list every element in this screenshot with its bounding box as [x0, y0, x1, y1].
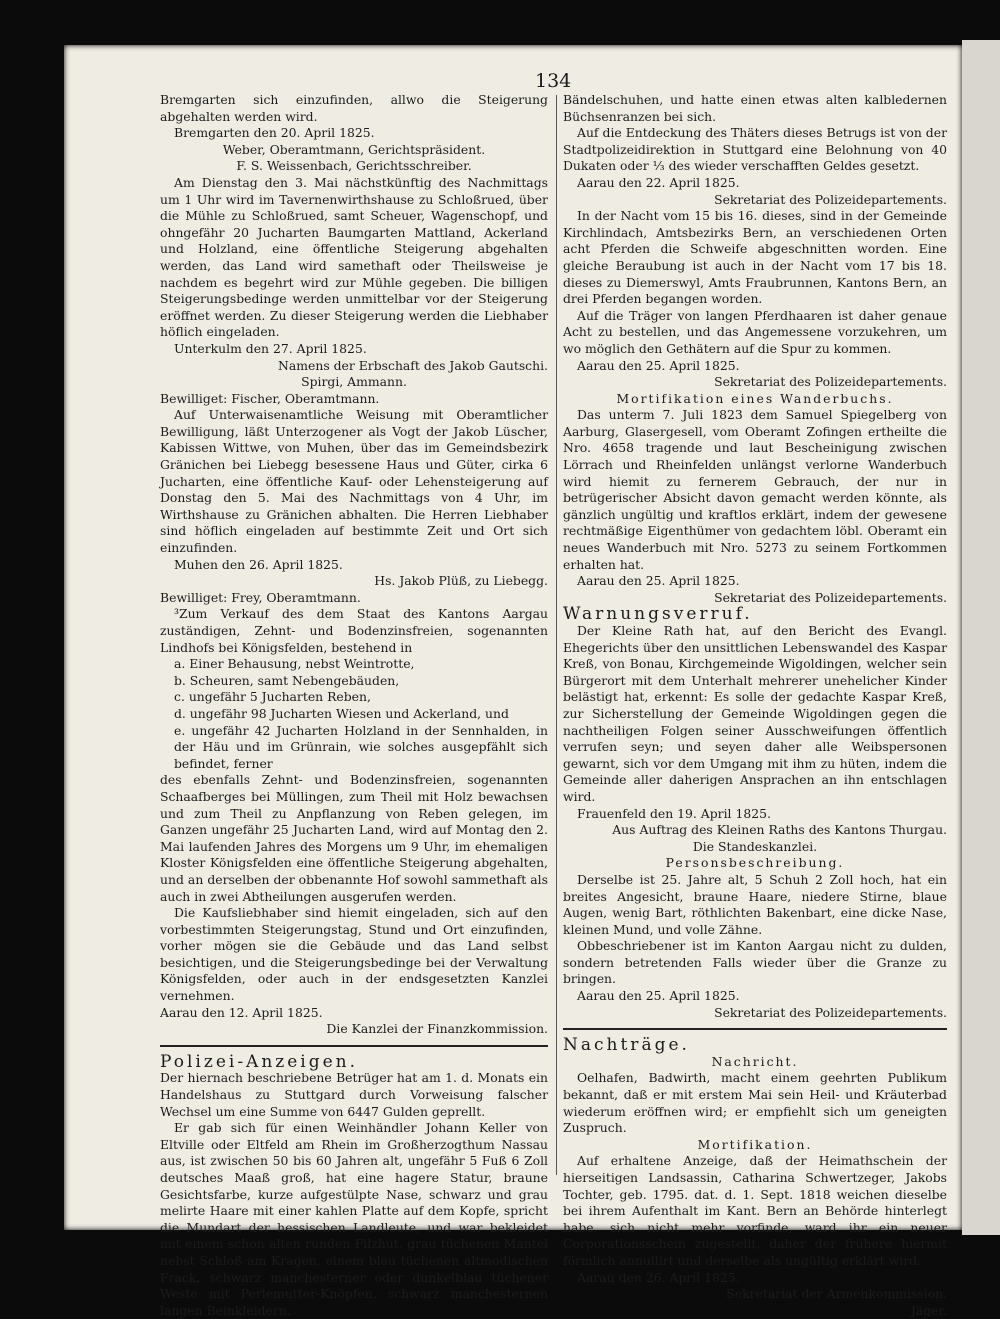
text-paragraph: Warnungsverruf. [563, 604, 753, 625]
text-paragraph: Hs. Jakob Plüß, zu Liebegg. [374, 573, 548, 589]
column-divider [556, 95, 557, 1175]
text-paragraph: Personsbeschreibung. [665, 855, 845, 871]
text-paragraph: Die Kaufsliebhaber sind hiemit eingeladen, sich auf den vorbestimmten Steigerungstag, Stund und Ort einzufinden, vorher mögen sie die Gebäude und das Land selbst besichtigen, und die Steigerungsbedinge bei der Verwaltung Königsfelden, oder auch in der endsgesetzten Kanzlei vernehmen. [160, 905, 548, 1004]
text-paragraph: Obbeschriebener ist im Kanton Aargau nicht zu dulden, sondern betretenden Falls wieder über die Granze zu bringen. [563, 938, 947, 987]
text-paragraph: Unterkulm den 27. April 1825. [174, 340, 367, 356]
text-paragraph: Derselbe ist 25. Jahre alt, 5 Schuh 2 Zoll hoch, hat ein breites Angesicht, braune Haare, niedere Stirne, blaue Augen, wenig Bart, röthlichten Bakenbart, eine dicke Nase, kleinen Mund, und volle Zähne. [563, 871, 947, 937]
text-paragraph: Der Kleine Rath hat, auf den Bericht des Evangl. Ehegerichts über den unsittlichen Lebenswandel des Kaspar Kreß, von Bonau, Kirchgemeinde Wigoldingen, welcher sein Bürgerort mit dem Unterhalt mehrerer unehelicher Kinder belästigt hat, erkennt: Es solle der gedachte Kaspar Kreß, zur Sicherstellung der Gemeinde Wigoldingen gegen die nachtheiligen Folgen seiner Ausschweifungen öffentlich verrufen seyn; und seyen daher alle Weibspersonen gewarnt, sich vor dem Umgang mit ihm zu hüten, indem die Gemeinde aller daherigen Ansprachen an ihn entschlagen wird. [563, 623, 947, 804]
text-paragraph: des ebenfalls Zehnt- und Bodenzinsfreien, sogenannten Schaafberges bei Müllingen, zum Theil mit Holz bewachsen und zum Theil zu Anpflanzung von Reben gelegen, im Ganzen ungefähr 25 Jucharten Land, wird auf Montag den 2. Mai laufenden Jahres des Morgens um 9 Uhr, im ehemaligen Kloster Königsfelden eine öffentliche Steigerung abgehalten, und an derselben der obbenannte Hof sowohl sammethaft als auch in zwei Abtheilungen ausgerufen werden. [160, 772, 548, 904]
text-paragraph: Bremgarten den 20. April 1825. [174, 125, 375, 141]
text-paragraph: Spirgi, Ammann. [301, 374, 407, 390]
page-number: 134 [535, 70, 572, 92]
left-police-notices [160, 1070, 548, 1319]
text-paragraph: Der hiernach beschriebene Betrüger hat am 1. d. Monats ein Handelshaus zu Stuttgard durch Vorweisung falscher Wechsel um eine Summe von 6447 Gulden geprellt. [160, 1070, 548, 1119]
text-paragraph: Die Standeskanzlei. [692, 838, 818, 854]
text-paragraph: d. ungefähr 98 Jucharten Wiesen und Ackerland, und [174, 705, 509, 721]
text-paragraph: Die Kanzlei der Finanzkommission. [326, 1021, 548, 1037]
text-paragraph: b. Scheuren, samt Nebengebäuden, [174, 672, 400, 688]
text-paragraph: Aus Auftrag des Kleinen Raths des Kantons Thurgau. [612, 822, 947, 838]
text-paragraph: Frauenfeld den 19. April 1825. [577, 805, 771, 821]
text-paragraph: Sekretariat des Polizeidepartements. [714, 191, 947, 207]
text-paragraph: Aarau den 25. April 1825. [577, 988, 740, 1004]
text-paragraph: Auf Unterwaisenamtliche Weisung mit Oberamtlicher Bewilligung, läßt Unterzogener als Vogt der Jakob Lüscher, Kabissen Wittwe, von Muhen, über das im Gemeindsbezirk Gränichen bei Liebegg besessene Haus und Güter, cirka 6 Jucharten, eine öffentliche Kauf- oder Lehensteigerung auf Donstag den 5. Mai des Nachmittags von 4 Uhr, im Wirthshause zu Gränichen abhalten. Die Herren Liebhaber sind höflich eingeladen auf bestimmte Zeit und Ort sich einzufinden. [160, 407, 548, 556]
text-paragraph: Er gab sich für einen Weinhändler Johann Keller von Eltville oder Eltfeld am Rhein im Großherzogthum Nassau aus, ist zwischen 50 bis 60 Jahren alt, ungefähr 5 Fuß 6 Zoll deutsches Maaß groß, hat eine hagere Statur, braune Gesichtsfarbe, kurze aufgestülpte Nase, schwarz und grau melirte Haare mit einer kahlen Platte auf dem Kopfe, spricht die Mundart der hessischen Landleute, und war bekleidet mit einem schon alten runden Filzhut, grau tüchenen Mantel nebst Schloß am Kragen, einem blau tüchenen altmodischen Frack, schwarz manchesterner oder dunkelblau tüchener Weste mit Perlemutter-Knöpfen, schwarz manchesternen langen Beinkleidern, [160, 1120, 548, 1318]
text-paragraph: Aarau den 26. April 1825. [577, 1269, 740, 1285]
right-notices [563, 92, 947, 1021]
text-paragraph: Mortifikation. [697, 1136, 813, 1152]
section-heading-polizei: Polizei-Anzeigen. [160, 1051, 359, 1072]
text-paragraph: Oelhafen, Badwirth, macht einem geehrten Publikum bekannt, daß er mit erstem Mai sein Heil- und Kräuterbad wiederum eröffnen wird; er empfiehlt sich um geneigten Zuspruch. [563, 1070, 947, 1136]
text-paragraph: Sekretariat des Polizeidepartements. [714, 589, 947, 605]
text-paragraph: Aarau den 25. April 1825. [577, 573, 740, 589]
section-heading-nachtraege: Nachträge. [563, 1035, 690, 1056]
text-paragraph: a. Einer Behausung, nebst Weintrotte, [174, 656, 415, 672]
left-column [160, 92, 548, 1319]
text-paragraph: Aarau den 22. April 1825. [577, 174, 740, 190]
text-paragraph: Sekretariat der Armenkommission. [726, 1286, 947, 1302]
text-paragraph: Das unterm 7. Juli 1823 dem Samuel Spiegelberg von Aarburg, Glasergesell, vom Oberamt Zofingen ertheilte die Nro. 4658 tragende und laut Bescheinigung zwischen Lörrach und Rheinfelden unlängst verlorne Wanderbuch wird hiemit zu fernerem Gebrauch, der nur in betrügerischer Absicht davon gemacht werden könnte, als gänzlich ungültig und kraftlos erklärt, indem der gewesene rechtmäßige Eigenthümer von gedachtem löbl. Oberamt ein neues Wanderbuch mit Nro. 5273 zu seinem Fortkommen erhalten hat. [563, 407, 947, 572]
text-paragraph: c. ungefähr 5 Jucharten Reben, [174, 689, 371, 705]
text-paragraph: Aarau den 12. April 1825. [160, 1004, 323, 1020]
text-paragraph: In der Nacht vom 15 bis 16. dieses, sind in der Gemeinde Kirchlindach, Amtsbezirks Bern, an verschiedenen Orten acht Pferden die Schweife abgeschnitten worden. Eine gleiche Beraubung ist auch in der Nacht vom 17 bis 18. dieses zu Diemerswyl, Amts Fraubrunnen, Kantons Bern, an drei Pferden begangen worden. [563, 208, 947, 307]
right-supplement-notices [563, 1054, 947, 1319]
text-paragraph: F. S. Weissenbach, Gerichtsschreiber. [236, 158, 472, 174]
text-paragraph: Bändelschuhen, und hatte einen etwas alten kalbledernen Büchsenranzen bei sich. [563, 92, 947, 124]
text-paragraph: Bremgarten sich einzufinden, allwo die Steigerung abgehalten werden wird. [160, 92, 548, 124]
left-notices [160, 92, 548, 1038]
text-paragraph: Weber, Oberamtmann, Gerichtspräsident. [222, 141, 486, 157]
section-rule [160, 1045, 548, 1047]
text-paragraph: e. ungefähr 42 Jucharten Holzland in der Sennhalden, in der Häu und im Grünrain, wie solches ausgepfählt sich befindet, ferner [174, 722, 548, 771]
adjacent-page-edge [962, 40, 1000, 1235]
text-paragraph: Sekretariat des Polizeidepartements. [714, 374, 947, 390]
text-paragraph: Auf die Entdeckung des Thäters dieses Betrugs ist von der Stadtpolizeidirektion in Stuttgard eine Belohnung von 40 Dukaten oder ⅓ des wieder verschafften Geldes gesetzt. [563, 125, 947, 174]
right-column [563, 92, 947, 1319]
text-paragraph: Auf die Träger von langen Pferdhaaren ist daher genaue Acht zu bestellen, und das Angemessene vorzukehren, um wo möglich den Gethätern auf die Spur zu kommen. [563, 307, 947, 356]
text-paragraph: Bewilliget: Fischer, Oberamtmann. [160, 390, 380, 406]
text-paragraph: Auf erhaltene Anzeige, daß der Heimathschein der hierseitigen Landsassin, Catharina Schwertzeger, Jakobs Tochter, geb. 1795. dat. d. 1. Sept. 1818 weichen dieselbe bei ihrem Aufenthalt im Kant. Bern an Behörde hinterlegt habe, sich nicht mehr vorfinde, ward ihr ein neuer Corporationsschein zugestellt, daher der frühere hiermit förmlich annullirt und derselbe als ungültig erklärt wird. [563, 1153, 947, 1268]
text-paragraph: Mortifikation eines Wanderbuchs. [616, 390, 894, 406]
text-paragraph: Nachricht. [711, 1053, 799, 1069]
section-rule [563, 1028, 947, 1030]
text-paragraph: Sekretariat des Polizeidepartements. [714, 1004, 947, 1020]
text-paragraph: Bewilliget: Frey, Oberamtmann. [160, 589, 361, 605]
text-paragraph: Namens der Erbschaft des Jakob Gautschi. [278, 357, 548, 373]
text-paragraph: Jäger. [910, 1302, 947, 1318]
text-paragraph: ³Zum Verkauf des dem Staat des Kantons Aargau zuständigen, Zehnt- und Bodenzinsfreien, sogenannten Lindhofs bei Königsfelden, bestehend in [160, 606, 548, 655]
text-paragraph: Muhen den 26. April 1825. [174, 556, 343, 572]
text-paragraph: Aarau den 25. April 1825. [577, 357, 740, 373]
text-paragraph: Am Dienstag den 3. Mai nächstkünftig des Nachmittags um 1 Uhr wird im Tavernenwirthshause zu Schloßrued, über die Mühle zu Schloßrued, samt Scheuer, Wagenschopf, und ohngefähr 20 Jucharten Baumgarten Mattland, Ackerland und Holzland, eine öffentliche Steigerung abgehalten werden, das Land wird samethaft oder Theilsweise je nachdem es begehrt wird zur Mühle gegeben. Die billigen Steigerungsbedinge werden unmittelbar vor der Steigerung eröffnet werden. Zu dieser Steigerung werden die Liebhaber höflich eingeladen. [160, 174, 548, 340]
